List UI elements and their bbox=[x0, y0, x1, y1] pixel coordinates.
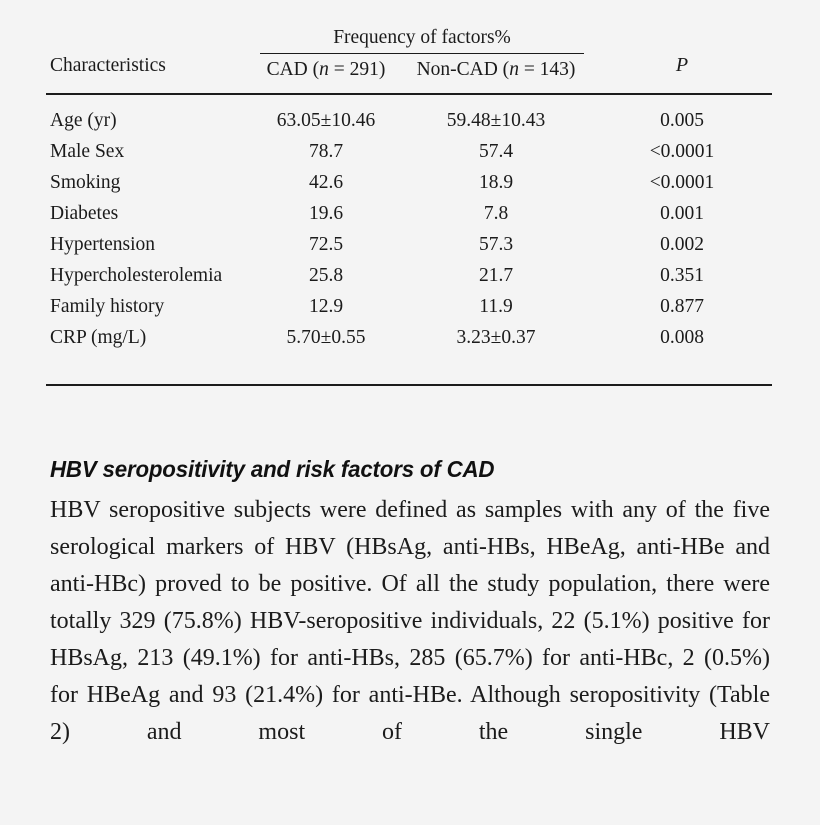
table-bottom-rule bbox=[46, 384, 772, 386]
group-header-stack bbox=[252, 26, 592, 82]
header-body-spacer bbox=[46, 94, 772, 105]
table-row bbox=[46, 260, 772, 291]
body-bottom-spacer bbox=[46, 353, 772, 384]
row-cad-value: 5.70±0.55 bbox=[286, 327, 366, 349]
table-row bbox=[46, 136, 772, 167]
row-cad-value: 42.6 bbox=[308, 172, 344, 194]
body-bottom-spacer-cell bbox=[46, 353, 772, 384]
baseline-characteristics-table bbox=[46, 26, 772, 384]
table-row bbox=[46, 322, 772, 353]
column-header-pvalue: P bbox=[675, 54, 689, 77]
row-cad-value: 25.8 bbox=[308, 265, 344, 287]
section-paragraph: HBV seropositive subjects were defined as samples with any of the five serological markers of HBV (HBsAg, anti-HBs, HBeAg, anti-HBe and anti-HBc) proved to be positive. Of all the study population, there were totally 329 (75.8%) HBV-seropositive individuals, 22 (5.1%) positive for HBsAg, 213 (49.1%) for anti-HBs, 285 (65.7%) for anti-HBc, 2 (0.5%) for HBeAg and 93 (21.4%) for anti-HBe. Although seropositivity (Table 2) and most of the single HBV bbox=[50, 496, 770, 745]
noncad-label-prefix: Non-CAD ( bbox=[416, 58, 510, 80]
row-characteristic: CRP (mg/L) bbox=[50, 327, 147, 349]
row-characteristic: Hypertension bbox=[50, 234, 156, 256]
row-characteristic: Age (yr) bbox=[50, 110, 117, 132]
row-characteristic: Family history bbox=[50, 296, 165, 318]
table-row bbox=[46, 198, 772, 229]
row-pvalue: 0.008 bbox=[660, 327, 704, 349]
row-noncad-value: 18.9 bbox=[478, 172, 514, 194]
row-cad-value: 19.6 bbox=[308, 203, 344, 225]
row-noncad-value: 59.48±10.43 bbox=[446, 110, 546, 132]
row-pvalue: 0.351 bbox=[660, 265, 704, 287]
statistics-table-block bbox=[46, 26, 772, 386]
row-noncad-value: 3.23±0.37 bbox=[456, 327, 536, 349]
row-cad-value: 78.7 bbox=[308, 141, 344, 163]
row-noncad-value: 7.8 bbox=[483, 203, 509, 225]
row-characteristic: Diabetes bbox=[50, 203, 119, 225]
row-pvalue: <0.0001 bbox=[649, 172, 715, 194]
row-pvalue: 0.005 bbox=[660, 110, 704, 132]
cad-label-prefix: CAD ( bbox=[266, 58, 320, 80]
row-noncad-value: 11.9 bbox=[479, 296, 513, 318]
column-header-group bbox=[252, 26, 592, 82]
row-noncad-value: 21.7 bbox=[478, 265, 514, 287]
row-cad-value: 72.5 bbox=[308, 234, 344, 256]
article-text-block bbox=[50, 455, 770, 788]
column-header-noncad bbox=[400, 58, 592, 82]
cad-label-suffix: = 291) bbox=[328, 58, 386, 80]
group-subheaders bbox=[252, 54, 592, 82]
row-pvalue: 0.877 bbox=[660, 296, 704, 318]
row-pvalue: <0.0001 bbox=[649, 141, 715, 163]
column-header-cad bbox=[252, 58, 400, 82]
table-row bbox=[46, 167, 772, 198]
table-header bbox=[46, 26, 772, 105]
noncad-label-n: n bbox=[509, 58, 519, 80]
table-row bbox=[46, 105, 772, 136]
noncad-label-suffix: = 143) bbox=[518, 58, 576, 80]
table-header-row bbox=[46, 26, 772, 82]
row-noncad-value: 57.4 bbox=[478, 141, 514, 163]
row-characteristic: Male Sex bbox=[50, 141, 125, 163]
group-header-label: Frequency of factors% bbox=[333, 27, 511, 48]
row-noncad-value: 57.3 bbox=[478, 234, 514, 256]
table-row bbox=[46, 291, 772, 322]
table-body bbox=[46, 105, 772, 384]
row-cad-value: 63.05±10.46 bbox=[276, 110, 376, 132]
row-pvalue: 0.002 bbox=[660, 234, 704, 256]
table-row bbox=[46, 229, 772, 260]
row-characteristic: Hypercholesterolemia bbox=[50, 265, 223, 287]
row-cad-value: 12.9 bbox=[308, 296, 344, 318]
row-pvalue: 0.001 bbox=[660, 203, 704, 225]
table-header-bottom-rule bbox=[46, 82, 772, 94]
row-characteristic: Smoking bbox=[50, 172, 121, 194]
section-heading: HBV seropositivity and risk factors of CAD bbox=[50, 456, 495, 482]
table-header-bottom-rule-row bbox=[46, 82, 772, 94]
column-header-characteristics: Characteristics bbox=[50, 55, 166, 77]
cad-label-n: n bbox=[319, 58, 329, 80]
header-body-spacer-cell bbox=[46, 94, 772, 105]
